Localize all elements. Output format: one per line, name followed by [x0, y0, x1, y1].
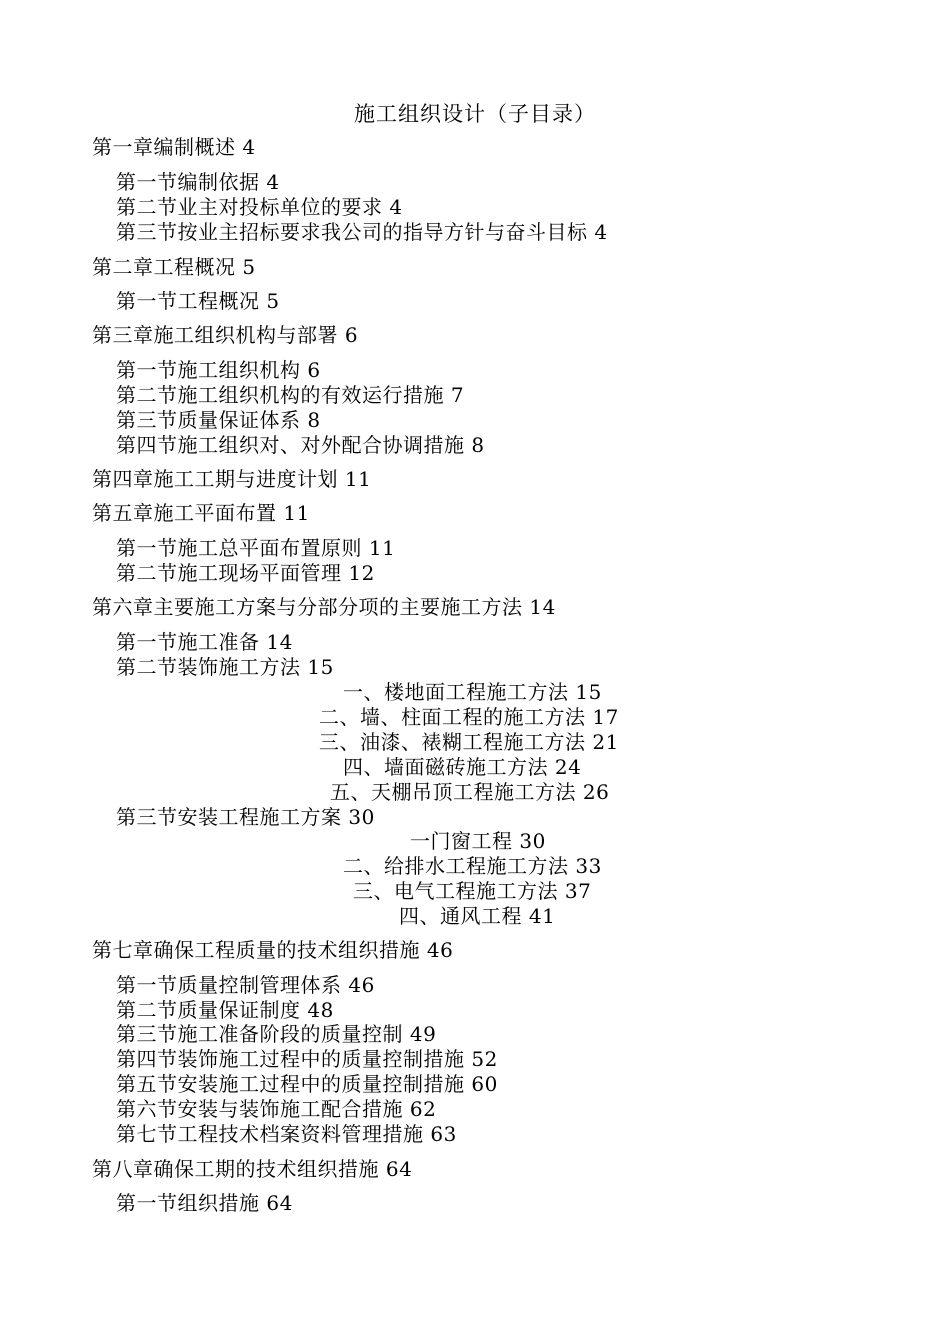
toc-section[interactable]: 第一节工程概况 5	[116, 289, 280, 313]
toc-section[interactable]: 第四节施工组织对、对外配合协调措施 8	[116, 433, 485, 457]
toc-section[interactable]: 第七节工程技术档案资料管理措施 63	[116, 1122, 457, 1146]
toc-section[interactable]: 第一节编制依据 4	[116, 170, 280, 194]
toc-subsection[interactable]: 一门窗工程 30	[410, 829, 546, 853]
toc-subsection[interactable]: 一、楼地面工程施工方法 15	[343, 680, 602, 704]
toc-subsection[interactable]: 二、给排水工程施工方法 33	[343, 854, 602, 878]
toc-section[interactable]: 第三节按业主招标要求我公司的指导方针与奋斗目标 4	[116, 220, 608, 244]
toc-section[interactable]: 第三节质量保证体系 8	[116, 408, 321, 432]
toc-subsection[interactable]: 二、墙、柱面工程的施工方法 17	[319, 705, 619, 729]
toc-subsection[interactable]: 五、天棚吊顶工程施工方法 26	[330, 780, 610, 804]
toc-section[interactable]: 第三节安装工程施工方案 30	[116, 805, 375, 829]
toc-subsection[interactable]: 三、电气工程施工方法 37	[353, 879, 592, 903]
toc-section[interactable]: 第五节安装施工过程中的质量控制措施 60	[116, 1072, 498, 1096]
toc-section[interactable]: 第一节施工组织机构 6	[116, 358, 321, 382]
toc-chapter-7[interactable]: 第七章确保工程质量的技术组织措施 46	[92, 938, 454, 962]
toc-chapter-2[interactable]: 第二章工程概况 5	[92, 255, 256, 279]
toc-chapter-3[interactable]: 第三章施工组织机构与部署 6	[92, 323, 359, 347]
toc-subsection[interactable]: 四、通风工程 41	[399, 904, 556, 928]
toc-section[interactable]: 第二节施工组织机构的有效运行措施 7	[116, 383, 465, 407]
toc-chapter-6[interactable]: 第六章主要施工方案与分部分项的主要施工方法 14	[92, 595, 556, 619]
document-title: 施工组织设计（子目录）	[354, 102, 596, 126]
toc-section[interactable]: 第一节质量控制管理体系 46	[116, 973, 375, 997]
toc-section[interactable]: 第二节施工现场平面管理 12	[116, 561, 375, 585]
toc-section[interactable]: 第四节装饰施工过程中的质量控制措施 52	[116, 1047, 498, 1071]
toc-section[interactable]: 第一节施工准备 14	[116, 630, 293, 654]
toc-section[interactable]: 第二节业主对投标单位的要求 4	[116, 195, 403, 219]
toc-section[interactable]: 第六节安装与装饰施工配合措施 62	[116, 1097, 437, 1121]
toc-chapter-1[interactable]: 第一章编制概述 4	[92, 135, 256, 159]
toc-section[interactable]: 第一节施工总平面布置原则 11	[116, 536, 396, 560]
toc-subsection[interactable]: 三、油漆、裱糊工程施工方法 21	[319, 730, 619, 754]
toc-subsection[interactable]: 四、墙面磁砖施工方法 24	[343, 755, 582, 779]
toc-section[interactable]: 第二节质量保证制度 48	[116, 998, 334, 1022]
toc-section[interactable]: 第三节施工准备阶段的质量控制 49	[116, 1022, 437, 1046]
toc-chapter-5[interactable]: 第五章施工平面布置 11	[92, 501, 310, 525]
toc-section[interactable]: 第一节组织措施 64	[116, 1191, 293, 1215]
toc-chapter-8[interactable]: 第八章确保工期的技术组织措施 64	[92, 1157, 413, 1181]
toc-section[interactable]: 第二节装饰施工方法 15	[116, 655, 334, 679]
toc-chapter-4[interactable]: 第四章施工工期与进度计划 11	[92, 467, 372, 491]
